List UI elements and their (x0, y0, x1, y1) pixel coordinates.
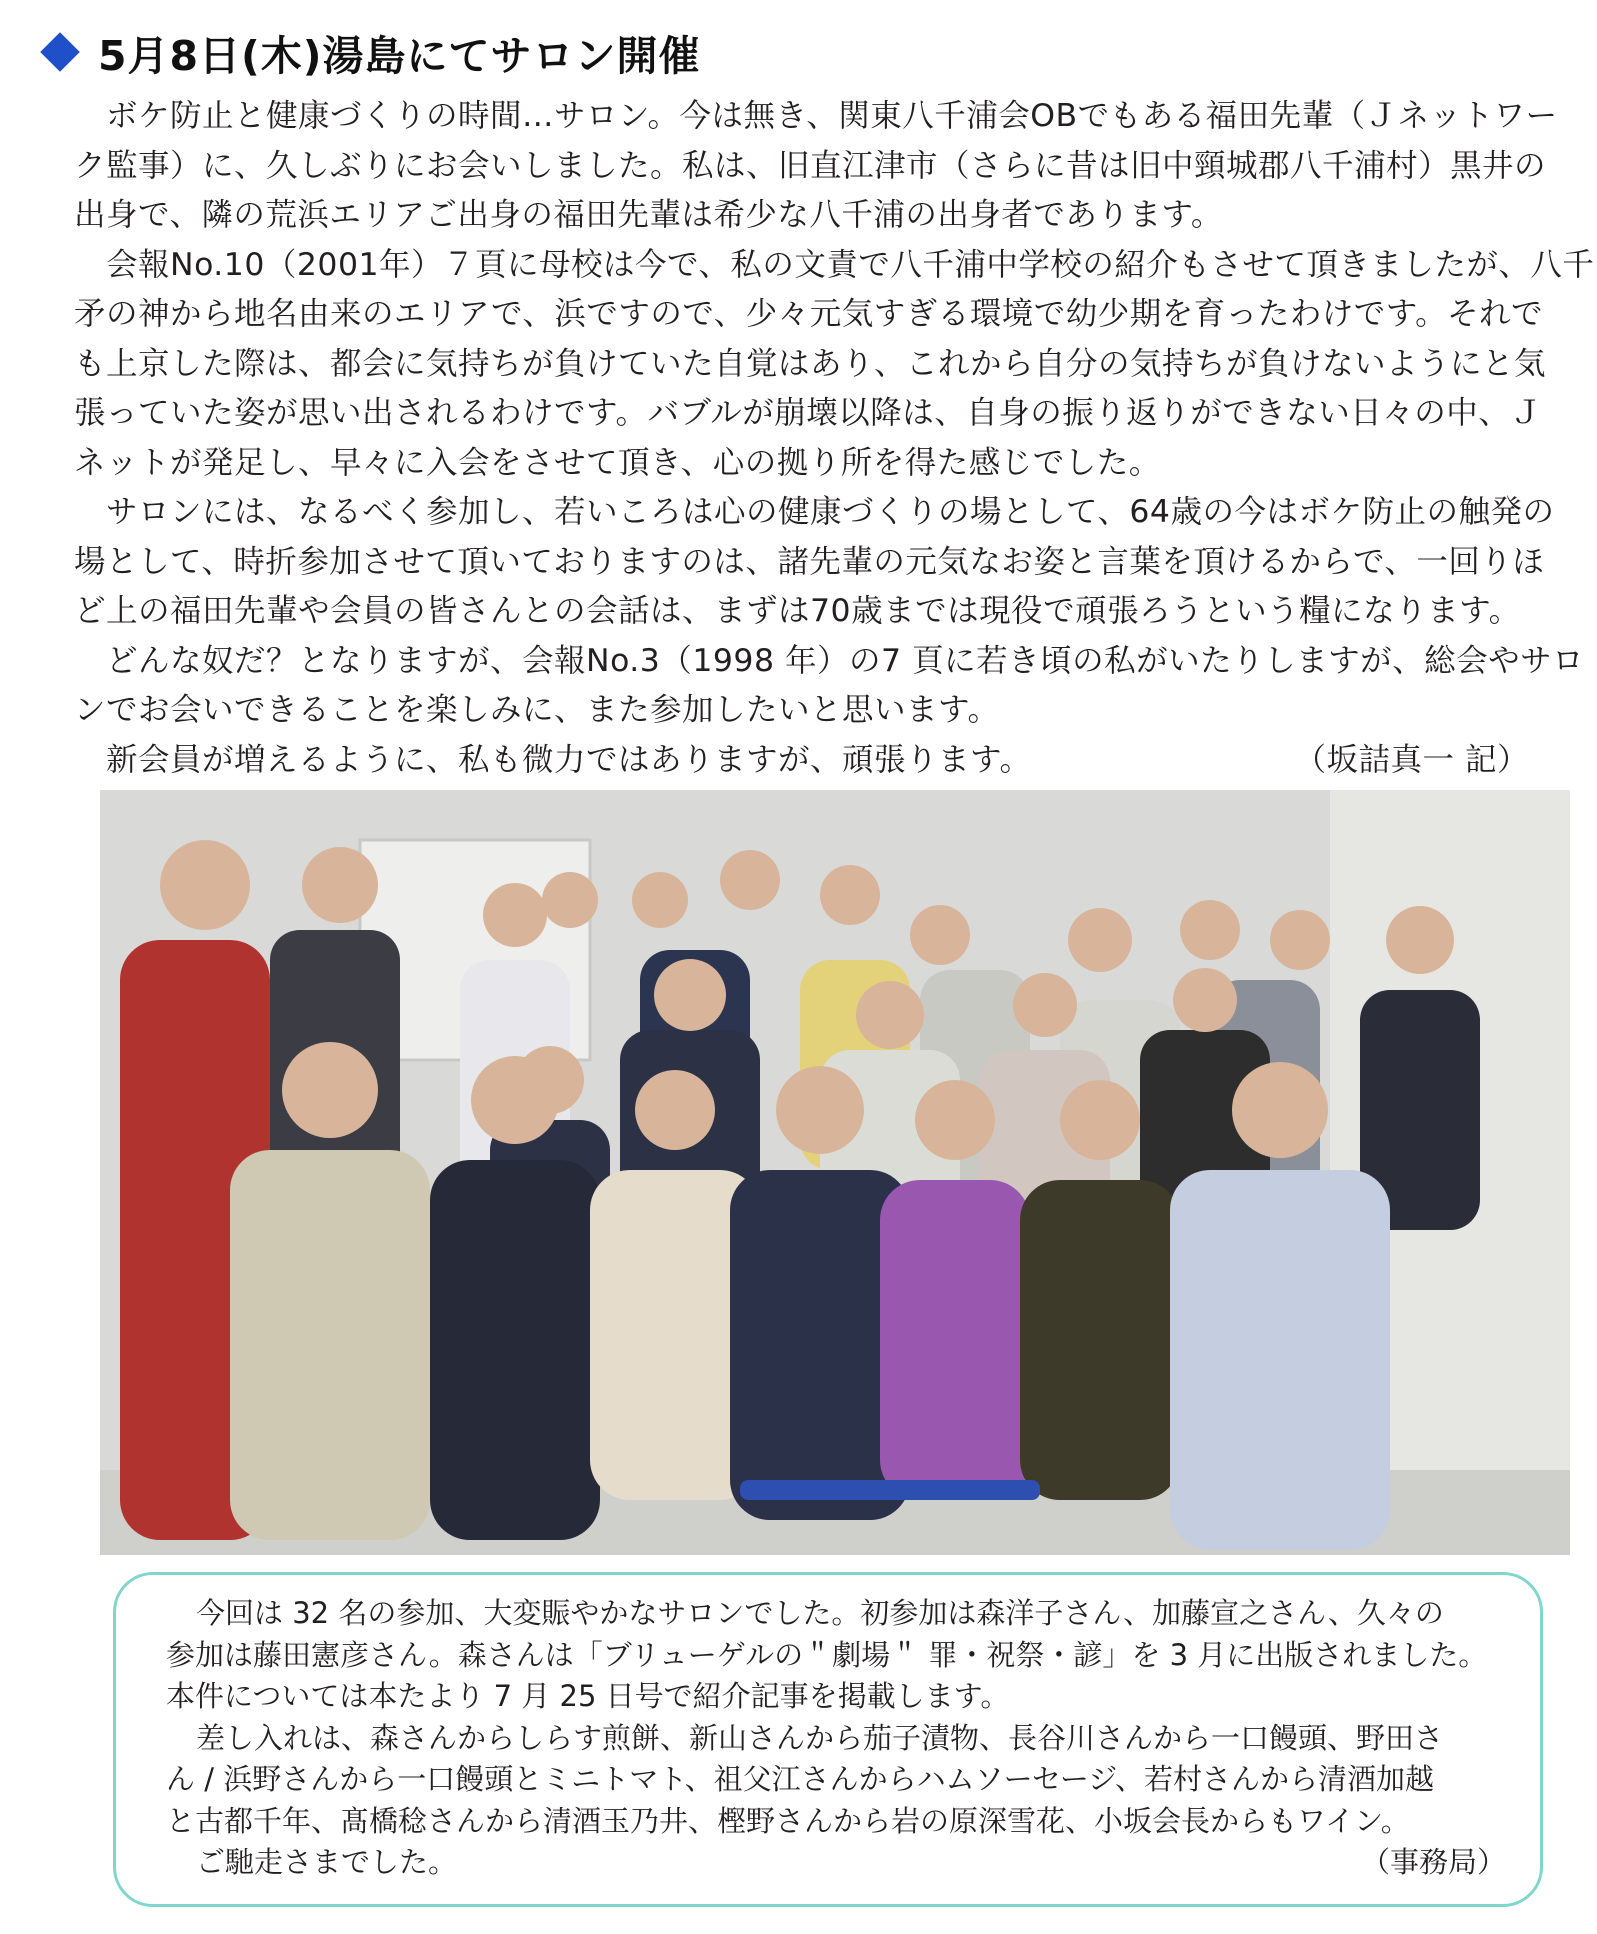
notice-line: 差し入れは、森さんからしらす煎餅、新山さんから茄子漬物、長谷川さんから一口饅頭、野田さ (196, 1720, 1444, 1755)
notice-line: ご馳走さまでした。 (196, 1845, 458, 1879)
group-photo-illustration (100, 790, 1570, 1555)
section-heading (38, 22, 701, 82)
article-line: ボケ防止と健康づくりの時間…サロン。今は無き、関東八千浦会OBでもある福田先輩（Ｊネットワー (106, 98, 1558, 134)
article-closing-row (74, 736, 1579, 786)
diamond-bullet-icon (40, 32, 80, 72)
notice-line: と古都千年、髙橋稔さんから清酒玉乃井、樫野さんから岩の原深雪花、小坂会長からもワイン。 (166, 1803, 1410, 1838)
group-photo (100, 790, 1570, 1555)
article-line: 矛の神から地名由来のエリアで、浜ですので、少々元気すぎる環境で幼少期を育ったわけです。それで (74, 296, 1544, 332)
article-line: ネットが発足し、早々に入会をさせて頂き、心の拠り所を得た感じでした。 (74, 444, 1161, 481)
article-line: 会報No.10（2001年）７頁に母校は今で、私の文責で八千浦中学校の紹介もさせて頂きましたが、八千 (106, 246, 1595, 283)
notice-body (166, 1593, 1506, 1884)
article-line: サロンには、なるべく参加し、若いころは心の健康づくりの場として、64歳の今はボケ防止の触発の (106, 494, 1555, 530)
notice-box (113, 1572, 1543, 1907)
notice-closing-row (166, 1842, 1506, 1884)
article-body (74, 92, 1595, 785)
article-line: ど上の福田先輩や会員の皆さんとの会話は、まずは70歳までは現役で頑張ろうという糧になります。 (74, 593, 1521, 629)
notice-line: 本件については本たより 7 月 25 日号で紹介記事を掲載します。 (166, 1679, 1010, 1713)
article-line: も上京した際は、都会に気持ちが負けていた自覚はあり、これから自分の気持ちが負けないようにと気 (74, 345, 1547, 382)
article-line: 出身で、隣の荒浜エリアご出身の福田先輩は希少な八千浦の出身者であります。 (74, 197, 1223, 233)
notice-line: 参加は藤田憲彦さん。森さんは「ブリューゲルの＂劇場＂ 罪・祝祭・諺」を 3 月に出版されました。 (166, 1637, 1488, 1672)
article-line: ンでお会いできることを楽しみに、また参加したいと思います。 (74, 692, 1000, 728)
notice-signature: （事務局） (1360, 1845, 1506, 1879)
article-line: ク監事）に、久しぶりにお会いしました。私は、旧直江津市（さらに昔は旧中頸城郡八千浦村）黒井の (74, 147, 1547, 184)
article-line: 張っていた姿が思い出されるわけです。バブルが崩壊以降は、自身の振り返りができない日々の中、Ｊ (74, 395, 1543, 431)
notice-line: 今回は 32 名の参加、大変賑やかなサロンでした。初参加は森洋子さん、加藤宣之さん、久々の (196, 1596, 1444, 1630)
article-line: どんな奴だ？となりますが、会報No.3（1998 年）の7 頁に若き頃の私がいたりしますが、総会やサロ (106, 642, 1585, 679)
page-title: 5月8日(木)湯島にてサロン開催 (98, 31, 701, 80)
article-signature: （坂詰真一 記） (1294, 741, 1529, 778)
article-line: 場として、時折参加させて頂いておりますのは、諸先輩の元気なお姿と言葉を頂けるからで、一回りほ (74, 543, 1545, 580)
article-line: 新会員が増えるように、私も微力ではありますが、頑張ります。 (106, 741, 1032, 778)
notice-line: ん / 浜野さんから一口饅頭とミニトマト、祖父江さんからハムソーセージ、若村さんから清酒加越 (166, 1762, 1434, 1796)
